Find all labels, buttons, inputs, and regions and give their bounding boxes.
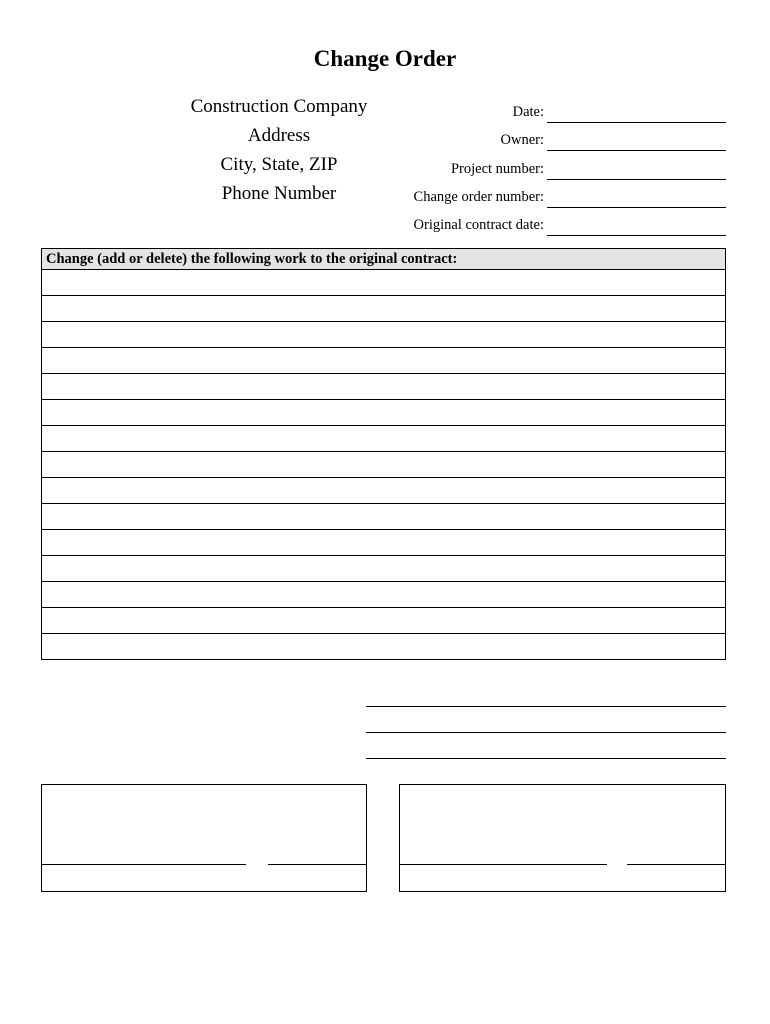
work-row[interactable] bbox=[42, 322, 725, 348]
company-name: Construction Company bbox=[190, 96, 368, 117]
change-order-number-label: Change order number: bbox=[413, 189, 544, 205]
original-contract-date-field bbox=[380, 208, 726, 236]
work-table bbox=[41, 248, 726, 660]
owner-label: Owner: bbox=[500, 132, 544, 148]
work-row[interactable] bbox=[42, 270, 725, 296]
work-row[interactable] bbox=[42, 530, 725, 556]
company-phone: Phone Number bbox=[221, 183, 337, 204]
project-number-field bbox=[380, 152, 726, 180]
signature-name-area-right[interactable] bbox=[400, 864, 725, 891]
work-row[interactable] bbox=[42, 608, 725, 634]
company-city-state-zip: City, State, ZIP bbox=[220, 154, 338, 175]
date-label: Date: bbox=[512, 104, 544, 120]
signature-name-area-left[interactable] bbox=[42, 864, 366, 891]
owner-input-line[interactable] bbox=[547, 150, 726, 151]
change-order-number-field bbox=[380, 180, 726, 208]
work-row[interactable] bbox=[42, 296, 725, 322]
project-number-label: Project number: bbox=[450, 161, 544, 177]
date-field bbox=[380, 95, 726, 123]
work-table-body bbox=[42, 270, 725, 660]
signature-box-right[interactable] bbox=[399, 784, 726, 892]
company-address: Address bbox=[247, 125, 311, 146]
work-row[interactable] bbox=[42, 556, 725, 582]
work-row[interactable] bbox=[42, 452, 725, 478]
original-contract-date-input-line[interactable] bbox=[547, 235, 726, 236]
signature-box-left[interactable] bbox=[41, 784, 367, 892]
company-info bbox=[178, 92, 380, 208]
work-row[interactable] bbox=[42, 374, 725, 400]
original-contract-date-label: Original contract date: bbox=[413, 217, 544, 233]
work-row[interactable] bbox=[42, 634, 725, 660]
work-table-header: Change (add or delete) the following work to the original contract: bbox=[42, 249, 725, 270]
owner-field bbox=[380, 123, 726, 151]
summary-line-1[interactable] bbox=[366, 706, 726, 707]
work-row[interactable] bbox=[42, 400, 725, 426]
work-row[interactable] bbox=[42, 582, 725, 608]
work-row[interactable] bbox=[42, 348, 725, 374]
work-row[interactable] bbox=[42, 478, 725, 504]
document-title: Change Order bbox=[313, 46, 457, 71]
work-row[interactable] bbox=[42, 426, 725, 452]
work-row[interactable] bbox=[42, 504, 725, 530]
summary-line-3[interactable] bbox=[366, 758, 726, 759]
summary-line-2[interactable] bbox=[366, 732, 726, 733]
